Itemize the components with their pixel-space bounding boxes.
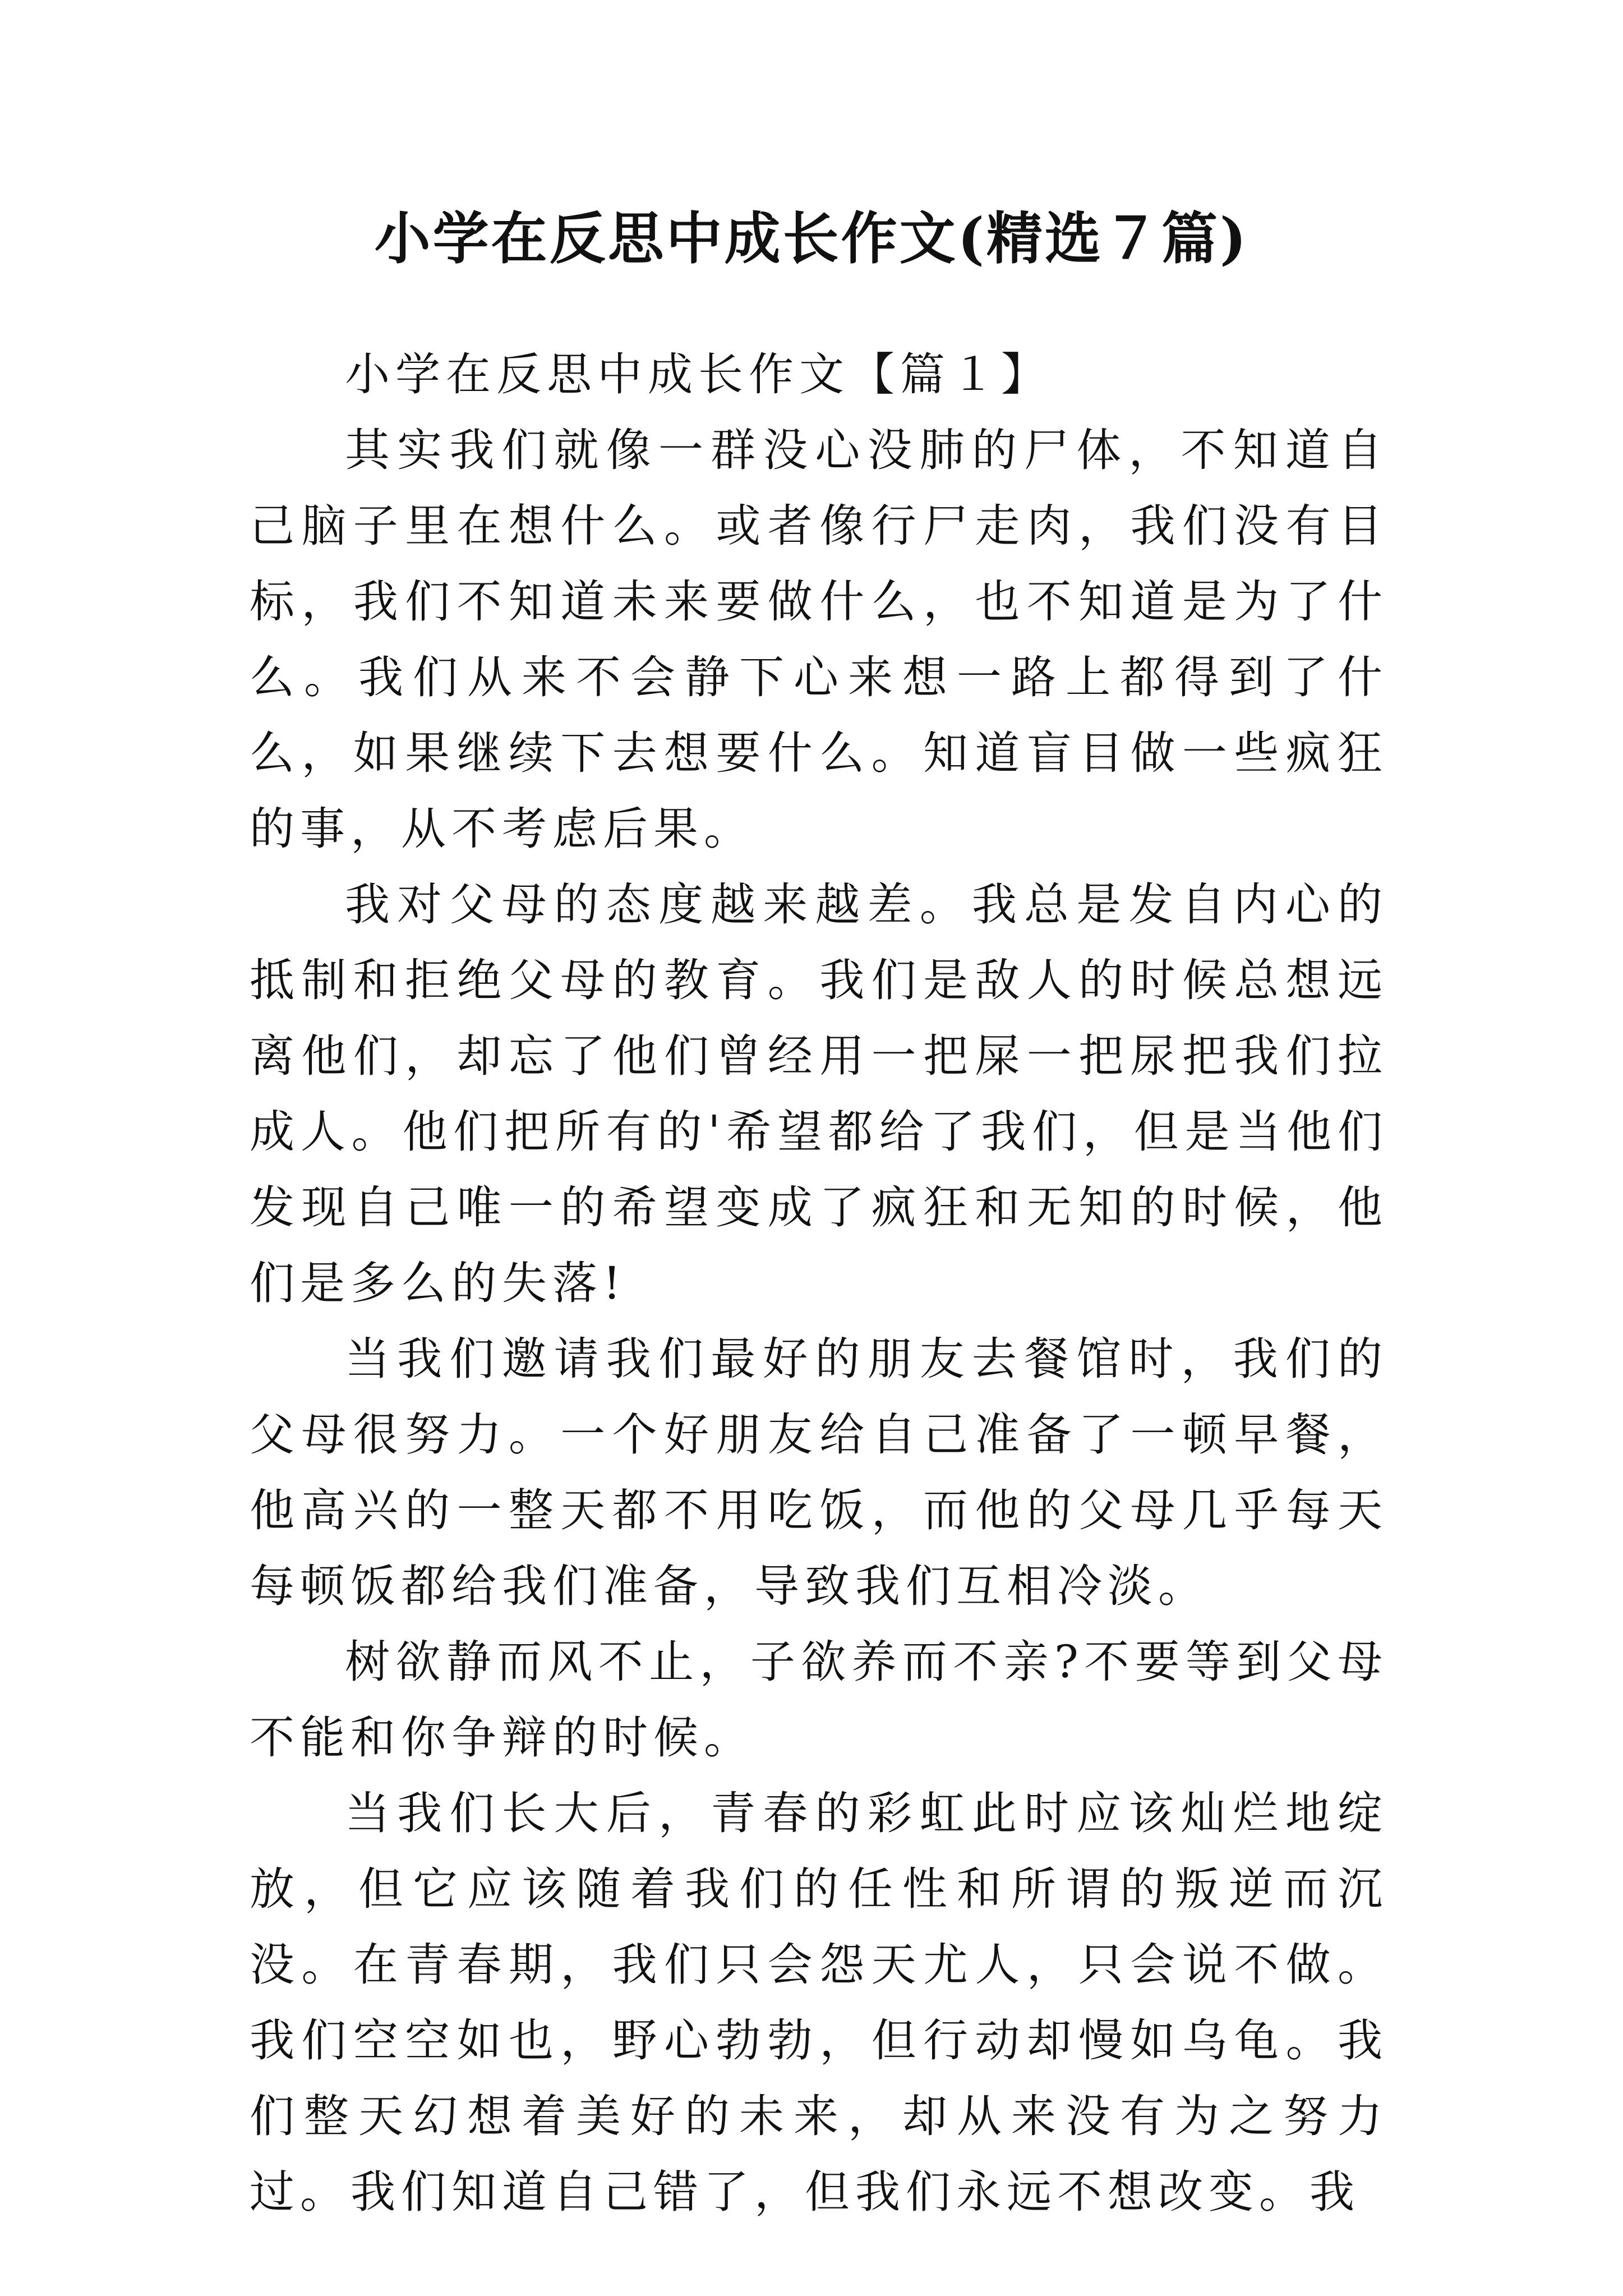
document-body: [250, 337, 1388, 2230]
section-heading: 小学在反思中成长作文【篇１】: [345, 348, 1052, 401]
paragraph: 当我们长大后，青春的彩虹此时应该灿烂地绽放，但它应该随着我们的任性和所谓的叛逆而沉没。在青春期，我们只会怨天尤人，只会说不做。我们空空如也，野心勃勃，但行动却慢如乌龟。我们整天幻想着美好的未来，却从来没有为之努力过。我们知道自己错了，但我们永远不想改变。我: [250, 1787, 1388, 2218]
paragraph: 我对父母的态度越来越差。我总是发自内心的抵制和拒绝父母的教育。我们是敌人的时候总想远离他们，却忘了他们曾经用一把屎一把尿把我们拉成人。他们把所有的'希望都给了我们，但是当他们发现自己唯一的希望变成了疯狂和无知的时候，他们是多么的失落!: [250, 878, 1388, 1309]
paragraph: 其实我们就像一群没心没肺的尸体，不知道自己脑子里在想什么。或者像行尸走肉，我们没有目标，我们不知道未来要做什么，也不知道是为了什么。我们从来不会静下心来想一路上都得到了什么，如果继续下去想要什么。知道盲目做一些疯狂的事，从不考虑后果。: [250, 424, 1388, 855]
paragraph: 当我们邀请我们最好的朋友去餐馆时，我们的父母很努力。一个好朋友给自己准备了一顿早餐，他高兴的一整天都不用吃饭，而他的父母几乎每天每顿饭都给我们准备，导致我们互相冷淡。: [250, 1333, 1388, 1612]
document-title: 小学在反思中成长作文(精选７篇): [374, 205, 1249, 272]
paragraph: 树欲静而风不止，子欲养而不亲?不要等到父母不能和你争辩的时候。: [250, 1636, 1388, 1764]
